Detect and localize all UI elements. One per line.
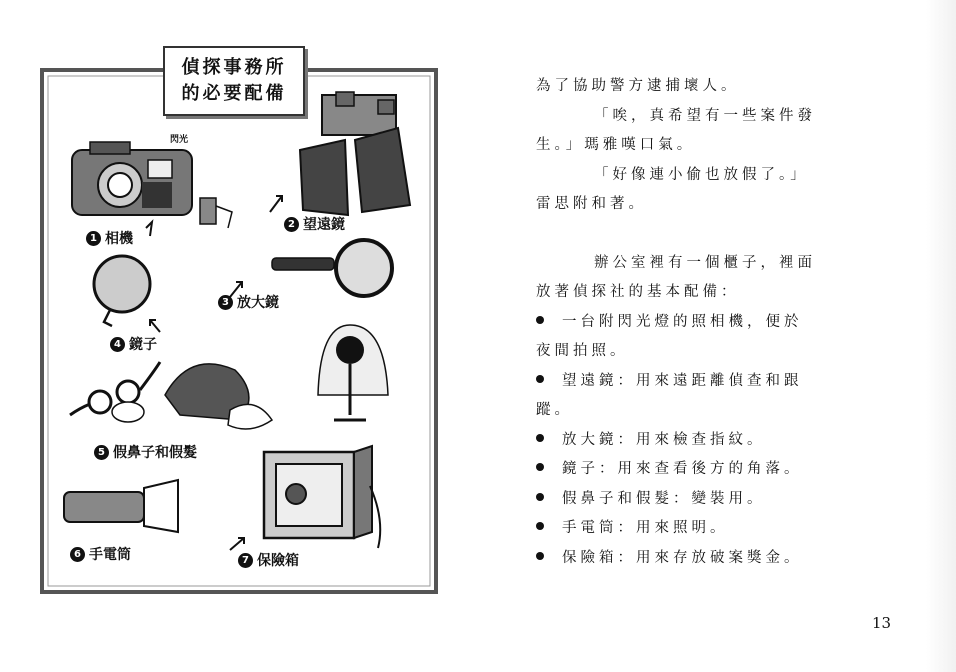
list-item [536,367,896,397]
label-fake-nose-wig [94,442,197,462]
camera-icon [72,142,192,215]
safe-icon [264,446,380,548]
text-line: 「好像連小偷也放假了。」 [594,166,809,183]
label-text: 放大鏡 [237,295,279,311]
list-item-text: 鏡子：用來查看後方的角落。 [562,461,803,477]
text-line: 生。」瑪雅嘆口氣。 [536,137,696,153]
illustration-title-line2: 的必要配備 [181,83,287,104]
story-text [536,72,896,573]
bullet-icon [536,316,544,324]
label-text: 手電筒 [89,547,131,563]
number-badge: 1 [86,231,101,246]
page-number: 13 [872,614,892,632]
label-text: 保險箱 [257,553,299,569]
illustration-title-line1: 偵探事務所 [181,57,287,78]
list-item-text: 手電筒：用來照明。 [562,520,729,536]
number-badge: 6 [70,547,85,562]
text-line: 放著偵探社的基本配備： [536,284,740,300]
page-edge-shadow [926,0,956,672]
label-binoculars [284,214,345,234]
label-magnifier [218,292,279,312]
paragraph-gap [536,220,896,249]
bullet-icon [536,493,544,501]
label-text: 相機 [105,231,133,247]
list-item-text: 假鼻子和假髮：變裝用。 [562,490,766,507]
label-text: 假鼻子和假髮 [113,445,197,461]
label-safe [238,550,299,570]
flash-label: 閃光 [170,135,189,145]
list-item [536,426,896,456]
label-mirror [110,334,157,354]
list-item-text: 一台附閃光燈的照相機，便於 [562,313,803,330]
label-camera [86,228,133,248]
number-badge: 5 [94,445,109,460]
list-item-continuation: 蹤。 [536,402,573,418]
label-text: 望遠鏡 [303,217,345,233]
number-badge: 7 [238,553,253,568]
number-badge: 4 [110,337,125,352]
text-line: 雷思附和著。 [536,196,647,212]
illustration-title-box [163,46,305,116]
list-item-text: 放大鏡：用來檢查指紋。 [562,431,766,448]
text-line: 為了協助警方逮捕壞人。 [536,78,740,94]
label-flashlight [70,544,131,564]
number-badge: 2 [284,217,299,232]
list-item-text: 望遠鏡：用來遠距離偵查和跟 [562,372,803,389]
bullet-icon [536,552,544,560]
label-text: 鏡子 [129,337,157,353]
list-item-continuation: 夜間拍照。 [536,343,629,359]
text-line: 辦公室裡有一個櫃子，裡面 [594,254,816,271]
bullet-icon [536,522,544,530]
equipment-illustration [0,0,470,672]
list-item [536,485,896,515]
bullet-icon [536,463,544,471]
bullet-icon [536,375,544,383]
list-item [536,308,896,338]
list-item-text: 保險箱：用來存放破案獎金。 [562,549,803,566]
list-item [536,455,896,485]
bullet-icon [536,434,544,442]
number-badge: 3 [218,295,233,310]
text-line: 「唉，真希望有一些案件發 [594,107,816,124]
list-item [536,544,896,574]
list-item [536,514,896,544]
